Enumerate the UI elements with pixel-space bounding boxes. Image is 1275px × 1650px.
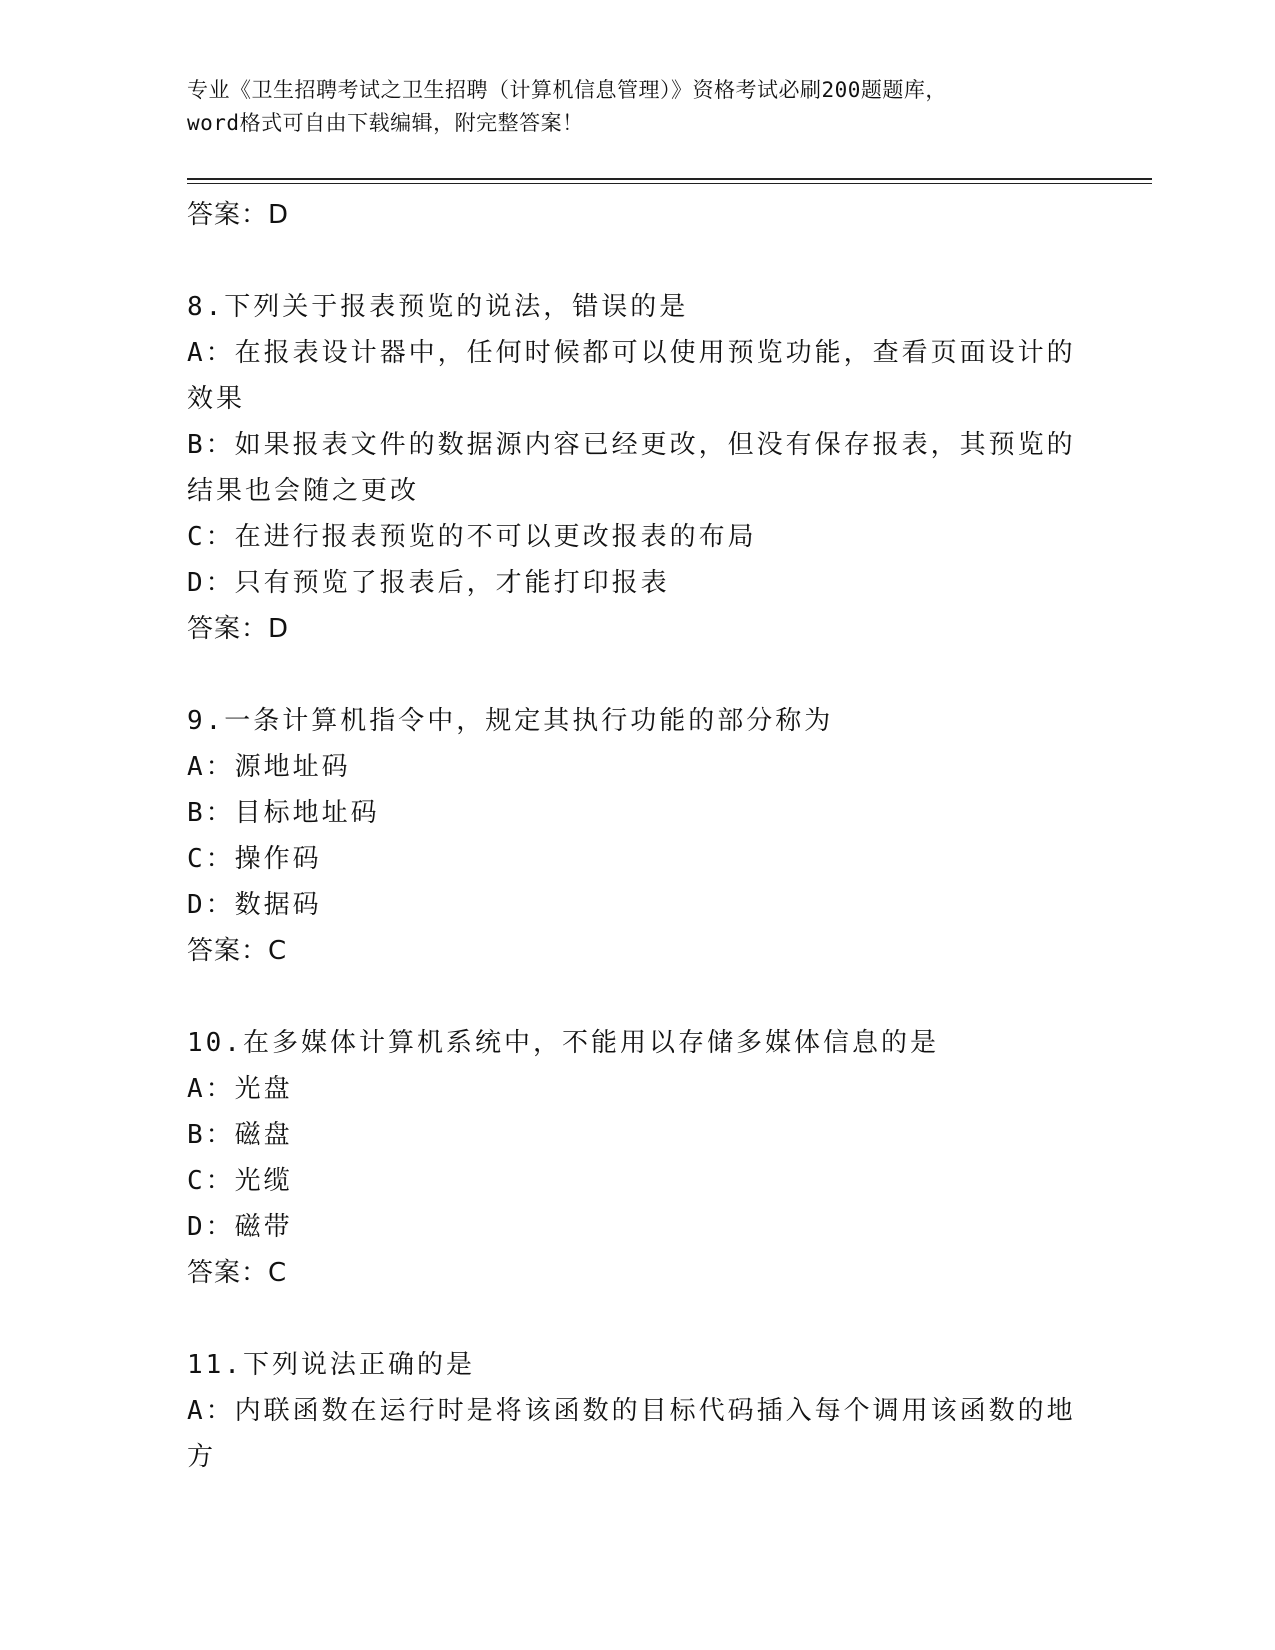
- question-9: [187, 698, 1087, 974]
- option-line: B：目标地址码: [187, 798, 380, 828]
- answer-line: 答案：D: [187, 200, 290, 230]
- question-text: 9.一条计算机指令中，规定其执行功能的部分称为: [187, 706, 834, 736]
- option-line: C：在进行报表预览的不可以更改报表的布局: [187, 522, 757, 552]
- question-8: [187, 284, 1087, 652]
- option-line: C：操作码: [187, 844, 322, 874]
- question-text: 8.下列关于报表预览的说法，错误的是: [187, 292, 689, 322]
- option-line: A：源地址码: [187, 752, 351, 782]
- option-line: A：内联函数在运行时是将该函数的目标代码插入每个调用该函数的地: [187, 1396, 1076, 1426]
- header-divider-thin: [187, 183, 1152, 184]
- option-line: 结果也会随之更改: [187, 476, 420, 506]
- document-header: [187, 74, 1087, 140]
- option-line: D：数据码: [187, 890, 322, 920]
- header-line-1: 专业《卫生招聘考试之卫生招聘（计算机信息管理）》资格考试必刷200题题库，: [187, 78, 947, 102]
- option-line: 效果: [187, 384, 246, 414]
- header-line-2: word格式可自由下载编辑，附完整答案！: [187, 111, 584, 135]
- answer-line: 答案：C: [187, 936, 288, 966]
- option-line: B：磁盘: [187, 1120, 293, 1150]
- header-divider: [187, 178, 1152, 180]
- option-line: B：如果报表文件的数据源内容已经更改，但没有保存报表，其预览的: [187, 430, 1076, 460]
- option-line: A：光盘: [187, 1074, 293, 1104]
- question-10: [187, 1020, 1087, 1296]
- option-line: D：磁带: [187, 1212, 293, 1242]
- option-line: A：在报表设计器中，任何时候都可以使用预览功能，查看页面设计的: [187, 338, 1076, 368]
- option-line: 方: [187, 1442, 217, 1472]
- answer-line: 答案：D: [187, 614, 290, 644]
- question-text: 10.在多媒体计算机系统中，不能用以存储多媒体信息的是: [187, 1028, 939, 1058]
- question-list: [187, 192, 1087, 1480]
- option-line: C：光缆: [187, 1166, 293, 1196]
- answer-line: 答案：C: [187, 1258, 288, 1288]
- option-line: D：只有预览了报表后，才能打印报表: [187, 568, 670, 598]
- question-text: 11.下列说法正确的是: [187, 1350, 475, 1380]
- question-11: [187, 1342, 1087, 1480]
